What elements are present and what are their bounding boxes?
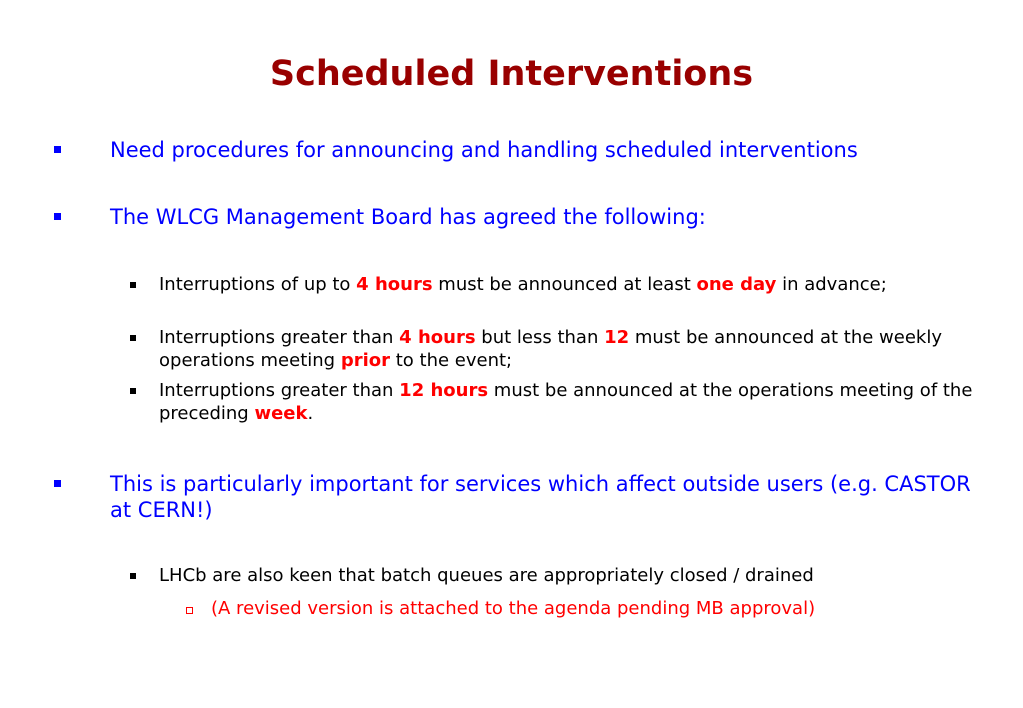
bullet-text: Interruptions greater than 12 hours must be announced at the operations meeting of the preceding week. bbox=[159, 380, 973, 424]
square-bullet-icon bbox=[130, 388, 136, 394]
highlight-12-hours: 12 hours bbox=[399, 380, 489, 401]
highlight-4-hours: 4 hours bbox=[399, 327, 476, 348]
bullet-text: (A revised version is attached to the agenda pending MB approval) bbox=[211, 598, 816, 619]
hollow-square-bullet-icon bbox=[186, 607, 193, 614]
square-bullet-icon bbox=[54, 480, 61, 487]
highlight-prior: prior bbox=[340, 350, 391, 371]
bullet-text: The WLCG Management Board has agreed the following: bbox=[110, 205, 706, 229]
bullet-text: Interruptions of up to 4 hours must be announced at least one day in advance; bbox=[159, 274, 887, 295]
bullet-text: LHCb are also keen that batch queues are appropriately closed / drained bbox=[159, 565, 814, 586]
square-bullet-icon bbox=[54, 146, 61, 153]
square-bullet-icon bbox=[130, 573, 136, 579]
bullet-text: Interruptions greater than 4 hours but less than 12 must be announced at the weekly operations meeting prior to the event; bbox=[159, 327, 942, 371]
square-bullet-icon bbox=[130, 335, 136, 341]
highlight-12: 12 bbox=[604, 327, 630, 348]
bullet-text: This is particularly important for services which affect outside users (e.g. CASTOR at CERN!) bbox=[110, 472, 971, 522]
bullet-text: Need procedures for announcing and handling scheduled interventions bbox=[110, 138, 858, 162]
slide-title: Scheduled Interventions bbox=[269, 54, 754, 94]
square-bullet-icon bbox=[130, 282, 136, 288]
square-bullet-icon bbox=[54, 213, 61, 220]
highlight-4-hours: 4 hours bbox=[356, 274, 433, 295]
highlight-week: week bbox=[254, 403, 308, 424]
highlight-one-day: one day bbox=[696, 274, 777, 295]
